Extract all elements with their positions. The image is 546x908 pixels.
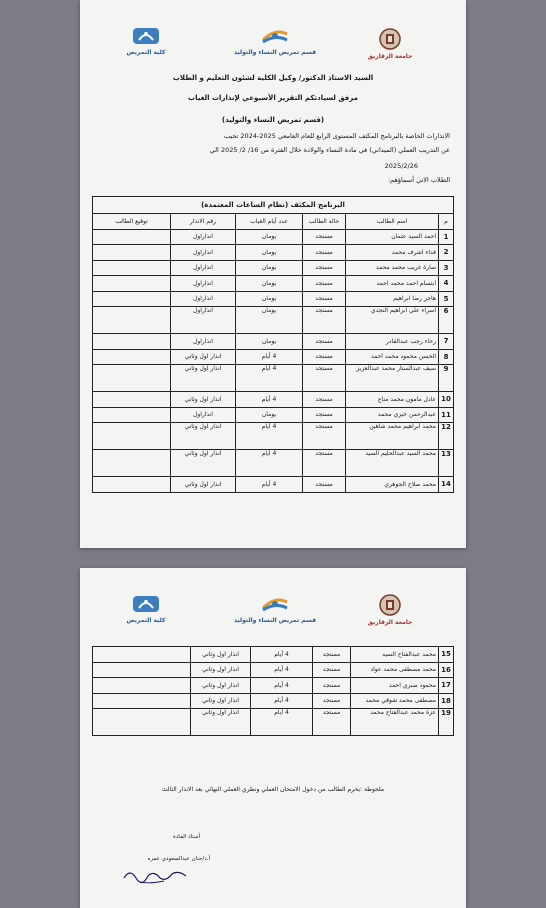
table-row bbox=[93, 365, 454, 392]
warning-number: انذار اول وثاني bbox=[171, 365, 236, 392]
student-signature bbox=[93, 334, 171, 350]
student-signature bbox=[93, 662, 191, 678]
student-name: عزة محمد عبدالفتاح محمد bbox=[351, 709, 439, 736]
student-name: احمد السيد عثمان bbox=[346, 229, 439, 245]
table-row bbox=[93, 307, 454, 334]
university-seal-icon bbox=[379, 28, 401, 50]
student-signature bbox=[93, 260, 171, 276]
student-name: ابتسام احمد محمد احمد bbox=[346, 276, 439, 292]
warnings-table-continued bbox=[92, 646, 454, 736]
absence-days: 4 أيام bbox=[251, 709, 313, 736]
warning-number: انذاراول bbox=[171, 260, 236, 276]
student-name: عادل مامون محمد مناع bbox=[346, 392, 439, 408]
row-number: 11 bbox=[439, 407, 454, 423]
student-name: هاجر رضا ابراهيم bbox=[346, 291, 439, 307]
student-status: مستجد bbox=[303, 334, 346, 350]
student-name: فداء اشرف محمد bbox=[346, 245, 439, 261]
warning-number: انذار اول وثاني bbox=[171, 477, 236, 493]
absence-days: 4 أيام bbox=[236, 450, 303, 477]
row-number: 3 bbox=[439, 260, 454, 276]
table-row bbox=[93, 260, 454, 276]
intro-line-1: الانذارات الخاصة بالبرنامج المكثف المستوى الرابع للعام العامعي 2025-2024 تخيب bbox=[224, 132, 450, 140]
student-signature bbox=[93, 407, 171, 423]
warning-number: انذار اول وثاني bbox=[191, 693, 251, 709]
student-status: مستجد bbox=[303, 392, 346, 408]
absence-days: 4 أيام bbox=[251, 678, 313, 694]
col-status: حالة الطالب bbox=[303, 214, 346, 230]
warning-number: انذار اول وثاني bbox=[171, 392, 236, 408]
absence-days: 4 أيام bbox=[251, 693, 313, 709]
student-signature bbox=[93, 647, 191, 663]
letter-addressee: السيد الاستاذ الدكتور/ وكيل الكلية لشئون التعليم و الطلاب bbox=[172, 74, 374, 82]
student-status: مستجد bbox=[313, 662, 351, 678]
table-row bbox=[93, 349, 454, 365]
col-signature: توقيع الطالب bbox=[93, 214, 171, 230]
col-warning: رقم الانذار bbox=[171, 214, 236, 230]
absence-days: يومان bbox=[236, 334, 303, 350]
table-row bbox=[93, 276, 454, 292]
row-number: 7 bbox=[439, 334, 454, 350]
student-signature bbox=[93, 365, 171, 392]
row-number: 13 bbox=[439, 450, 454, 477]
warning-number: انذار اول وثاني bbox=[191, 662, 251, 678]
warning-number: انذاراول bbox=[171, 291, 236, 307]
university-logo bbox=[360, 28, 420, 61]
faculty-name: كلية التمريض bbox=[126, 49, 166, 56]
student-name: رحاء رجب عبدالقادر bbox=[346, 334, 439, 350]
row-number: 16 bbox=[439, 662, 454, 678]
row-number: 1 bbox=[439, 229, 454, 245]
footer-note: ملحوظة :يحرم الطالب من دخول الامتحان العملي ونظري العملي النهائي بعد الانذار الثالث bbox=[161, 786, 385, 793]
student-name: محمد عبدالفتاح السيد bbox=[351, 647, 439, 663]
table-row bbox=[93, 291, 454, 307]
student-signature bbox=[93, 392, 171, 408]
absence-days: 4 أيام bbox=[236, 365, 303, 392]
row-number: 8 bbox=[439, 349, 454, 365]
table-row bbox=[93, 678, 454, 694]
row-number: 15 bbox=[439, 647, 454, 663]
student-signature bbox=[93, 229, 171, 245]
student-status: مستجد bbox=[313, 693, 351, 709]
table-row bbox=[93, 693, 454, 709]
warning-number: انذاراول bbox=[171, 245, 236, 261]
table-row bbox=[93, 709, 454, 736]
row-number: 12 bbox=[439, 423, 454, 450]
warnings-table bbox=[92, 196, 454, 493]
handwritten-signature bbox=[120, 864, 190, 886]
student-status: مستجد bbox=[303, 477, 346, 493]
warning-number: انذار اول وثاني bbox=[171, 450, 236, 477]
student-name: اسراء علي ابراهيم النجدي bbox=[346, 307, 439, 334]
faculty-logo-2 bbox=[116, 594, 176, 625]
col-name: اسم الطالب bbox=[346, 214, 439, 230]
student-status: مستجد bbox=[303, 276, 346, 292]
document-page-1 bbox=[80, 0, 466, 548]
col-days: عدد أيام الغياب bbox=[236, 214, 303, 230]
student-signature bbox=[93, 349, 171, 365]
col-num: م bbox=[439, 214, 454, 230]
row-number: 6 bbox=[439, 307, 454, 334]
department-emblem-icon bbox=[255, 594, 295, 614]
student-status: مستجد bbox=[313, 647, 351, 663]
warning-number: انذار اول وثاني bbox=[171, 423, 236, 450]
student-signature bbox=[93, 245, 171, 261]
department-name: قسم تمريض النساء والتوليد bbox=[233, 49, 317, 56]
table-header-row bbox=[93, 214, 454, 230]
university-logo-2 bbox=[360, 594, 420, 627]
row-number: 17 bbox=[439, 678, 454, 694]
student-signature bbox=[93, 709, 191, 736]
absence-days: يومان bbox=[236, 245, 303, 261]
faculty-emblem-icon bbox=[131, 26, 161, 46]
table-row bbox=[93, 392, 454, 408]
faculty-name: كلية التمريض bbox=[126, 617, 166, 624]
warning-number: انذاراول bbox=[171, 307, 236, 334]
absence-days: 4 أيام bbox=[251, 647, 313, 663]
table-row bbox=[93, 334, 454, 350]
faculty-logo bbox=[116, 26, 176, 57]
table-row bbox=[93, 407, 454, 423]
student-signature bbox=[93, 693, 191, 709]
university-name: جامعة الزقازيق bbox=[367, 619, 413, 626]
intro-line-3: 2025/2/26 bbox=[384, 162, 418, 170]
student-status: مستجد bbox=[303, 229, 346, 245]
department-logo-2 bbox=[230, 594, 320, 625]
student-name: الحسن محمود محمد احمد bbox=[346, 349, 439, 365]
warning-number: انذاراول bbox=[171, 407, 236, 423]
student-status: مستجد bbox=[313, 709, 351, 736]
student-status: مستجد bbox=[303, 423, 346, 450]
absence-days: يومان bbox=[236, 229, 303, 245]
student-name: سيف عبدالستار محمد عبدالعزيز bbox=[346, 365, 439, 392]
warning-number: انذار اول وثاني bbox=[171, 349, 236, 365]
student-status: مستجد bbox=[303, 291, 346, 307]
signer-role: أستاذ المادة bbox=[172, 834, 200, 840]
student-signature bbox=[93, 276, 171, 292]
row-number: 18 bbox=[439, 693, 454, 709]
absence-days: 4 أيام bbox=[236, 423, 303, 450]
letter-department: (قسم تمريض النساء والتوليد) bbox=[221, 116, 325, 124]
student-name: عبدالرحمن خيري محمد bbox=[346, 407, 439, 423]
student-name: محمود صبري احمد bbox=[351, 678, 439, 694]
row-number: 2 bbox=[439, 245, 454, 261]
student-status: مستجد bbox=[303, 307, 346, 334]
student-signature bbox=[93, 423, 171, 450]
warning-number: انذار اول وثاني bbox=[191, 647, 251, 663]
table-row bbox=[93, 245, 454, 261]
row-number: 5 bbox=[439, 291, 454, 307]
document-page-2 bbox=[80, 568, 466, 908]
warning-number: انذار اول وثاني bbox=[191, 678, 251, 694]
row-number: 9 bbox=[439, 365, 454, 392]
student-signature bbox=[93, 291, 171, 307]
table-row bbox=[93, 662, 454, 678]
table-row bbox=[93, 450, 454, 477]
absence-days: يومان bbox=[236, 260, 303, 276]
university-seal-icon bbox=[379, 594, 401, 616]
absence-days: 4 أيام bbox=[236, 477, 303, 493]
student-signature bbox=[93, 450, 171, 477]
student-name: محمد صلاح الجوهري bbox=[346, 477, 439, 493]
row-number: 14 bbox=[439, 477, 454, 493]
letter-subject: مرفق لسيادتكم التقرير الأسبوعي لإنذارات الغياب bbox=[188, 94, 358, 102]
absence-days: 4 أيام bbox=[251, 662, 313, 678]
student-signature bbox=[93, 477, 171, 493]
intro-line-2: عن التدريب العملي (الميداني) في مادة النساء والولادة خلال الفترة من 16/ 2/ 2025 الي bbox=[209, 146, 450, 154]
row-number: 4 bbox=[439, 276, 454, 292]
department-name: قسم تمريض النساء والتوليد bbox=[233, 617, 317, 624]
student-name: مصطفى محمد شوقي محمد bbox=[351, 693, 439, 709]
student-status: مستجد bbox=[303, 260, 346, 276]
student-status: مستجد bbox=[303, 407, 346, 423]
absence-days: يومان bbox=[236, 276, 303, 292]
department-emblem-icon bbox=[255, 26, 295, 46]
absence-days: 4 أيام bbox=[236, 392, 303, 408]
intro-line-4: الطلاب الاتي أسماؤهم: bbox=[387, 176, 450, 184]
table-row bbox=[93, 647, 454, 663]
absence-days: يومان bbox=[236, 407, 303, 423]
warning-number: انذار اول وثاني bbox=[191, 709, 251, 736]
student-status: مستجد bbox=[303, 245, 346, 261]
table-row bbox=[93, 229, 454, 245]
row-number: 19 bbox=[439, 709, 454, 736]
absence-days: 4 أيام bbox=[236, 349, 303, 365]
student-name: محمد مصطفى محمد عواد bbox=[351, 662, 439, 678]
table-row bbox=[93, 423, 454, 450]
student-name: محمد السيد عبدالحليم السيد bbox=[346, 450, 439, 477]
student-signature bbox=[93, 678, 191, 694]
warning-number: انذاراول bbox=[171, 276, 236, 292]
absence-days: يومان bbox=[236, 307, 303, 334]
department-logo bbox=[230, 26, 320, 57]
student-status: مستجد bbox=[303, 450, 346, 477]
signer-name: أ.د/حنان عبدالسعودي عمره bbox=[147, 856, 210, 862]
row-number: 10 bbox=[439, 392, 454, 408]
warning-number: انذاراول bbox=[171, 229, 236, 245]
table-row bbox=[93, 477, 454, 493]
university-name: جامعة الزقازيق bbox=[367, 53, 413, 60]
warning-number: انذاراول bbox=[171, 334, 236, 350]
student-status: مستجد bbox=[313, 678, 351, 694]
student-name: سارة غريب محمد محمد bbox=[346, 260, 439, 276]
student-status: مستجد bbox=[303, 349, 346, 365]
table-title: البرنامج المكثف (نظام الساعات المعتمدة) bbox=[93, 197, 454, 214]
student-status: مستجد bbox=[303, 365, 346, 392]
faculty-emblem-icon bbox=[131, 594, 161, 614]
student-signature bbox=[93, 307, 171, 334]
student-name: محمد ابراهيم محمد شاهين bbox=[346, 423, 439, 450]
absence-days: يومان bbox=[236, 291, 303, 307]
